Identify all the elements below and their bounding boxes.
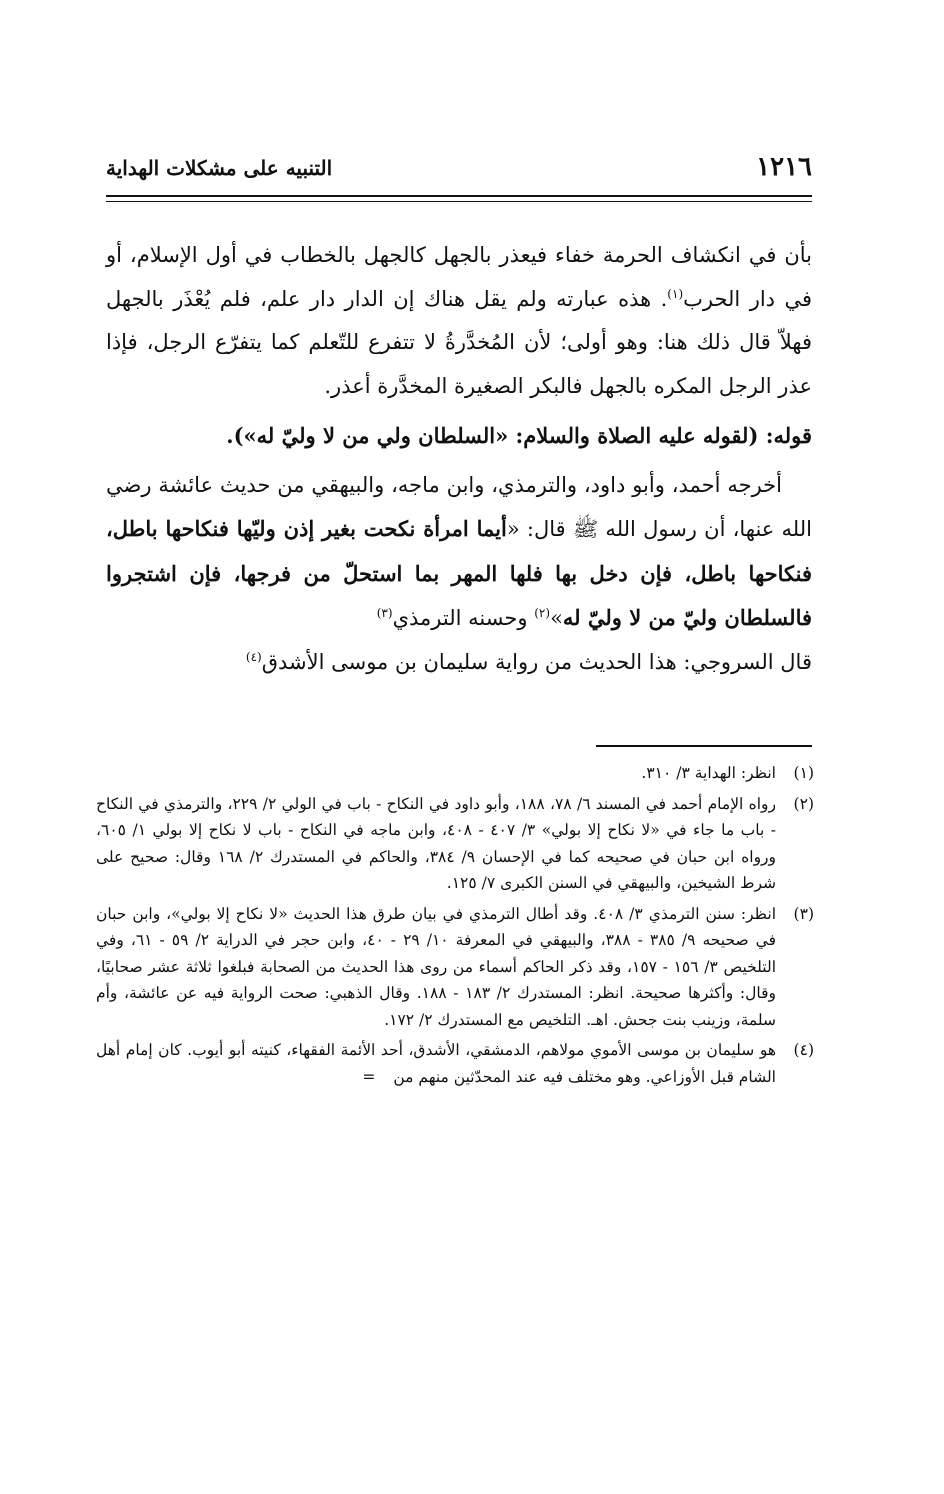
- footnote-text: رواه الإمام أحمد في المسند ٦/ ٧٨، ١٨٨، وأبو داود في النكاح - باب في الولي ٢/ ٢٢٩، والترمذي في النكاح - باب ما جاء في «لا نكاح إلا بولي» ٣/ ٤٠٧ - ٤٠٨، وابن ماجه في النكاح - باب لا نكاح إلا بولي ١/ ٦٠٥، ورواه ابن حبان في صحيحه كما في الإحسان ٩/ ٣٨٤، والحاكم في المستدرك ٢/ ١٦٨ وقال: صحيح على شرط الشيخين، والبيهقي في السنن الكبرى ٧/ ١٢٥.: [96, 794, 777, 892]
- main-text: [106, 234, 812, 684]
- footnote-text-block: [96, 1037, 776, 1090]
- paragraph-1: [106, 234, 812, 408]
- footnote-ref-4: (٤): [245, 649, 262, 664]
- paragraph-2-intro: أخرجه أحمد، وأبو داود، والترمذي، وابن ماجه، والبيهقي من حديث عائشة رضي الله عنها، أن رسول الله ﷺ قال: «: [106, 472, 812, 541]
- continuation-mark: =: [362, 1067, 376, 1086]
- footnote-3: [96, 901, 814, 1034]
- paragraph-2-mid: وحسنه الترمذي: [392, 606, 535, 630]
- footnote-ref-1: (١): [667, 286, 684, 301]
- footnote-number: (١): [793, 764, 814, 782]
- page-header: [106, 152, 812, 186]
- footnote-text: انظر: سنن الترمذي ٣/ ٤٠٨. وقد أطال الترمذي في بيان طرق هذا الحديث «لا نكاح إلا بولي»، وابن حبان في صحيحه ٩/ ٣٨٥ - ٣٨٨، والبيهقي في المعرفة ١٠/ ٢٩ - ٤٠، وابن حجر في الدراية ٢/ ٥٩ - ٦١، وفي التلخيص ٣/ ١٥٦ - ١٥٧، وقد ذكر الحاكم أسماء من روى هذا الحديث من الصحابة فبلغوا ثلاثة عشر صحابيًا، وقال: وأكثرها صحيحة. انظر: المستدرك ٢/ ١٨٣ - ١٨٨. وقال الذهبي: صحت الرواية فيه عن عائشة، وأم سلمة، وزينب بنت جحش. اهـ. التلخيص مع المستدرك ٢/ ١٧٢.: [96, 904, 777, 1029]
- paragraph-2: [106, 464, 812, 641]
- footnote-number: (٢): [793, 794, 814, 813]
- page-number: ١٢١٦: [756, 152, 812, 182]
- footnote-4: [96, 1037, 814, 1090]
- footnote-number: (٤): [793, 1041, 814, 1059]
- hadith-close-quote: »: [550, 606, 563, 630]
- header-rule-top: [106, 195, 812, 197]
- footnote-2: [96, 791, 814, 897]
- footnote-text: هو سليمان بن موسى الأموي مولاهم، الدمشقي، الأشدق، أحد الأئمة الفقهاء، كنيته أبو أيوب. كان إمام أهل الشام قبل الأوزاعي. وهو مختلف فيه عند المحدّثين منهم من: [96, 1041, 776, 1086]
- footnote-ref-3: (٣): [376, 606, 393, 620]
- running-title: التنبيه على مشكلات الهداية: [106, 156, 333, 180]
- footnote-number: (٣): [793, 904, 814, 923]
- header-rule-bottom: [106, 201, 812, 202]
- paragraph-3: [106, 641, 812, 685]
- footnote-separator: [596, 745, 812, 747]
- paragraph-1-part-2: . هذه عبارته ولم يقل هناك إن الدار دار علم، فلم يُعْذَر بالجهل فهلاّ قال ذلك هنا: وهو أولى؛ لأن المُخدَّرةُ لا تتفرع للتّعلم كما يتفرّع الرجل، فإذا عذر الرجل المكره بالجهل فالبكر الصغيرة المخدَّرة أعذر.: [106, 286, 812, 398]
- commentary-heading: قوله: (لقوله عليه الصلاة والسلام: «السلطان ولي من لا وليّ له»).: [226, 423, 812, 448]
- paragraph-1-part-1: بأن في انكشاف الحرمة خفاء فيعذر بالجهل كالجهل بالخطاب في أول الإسلام، أو في دار الحرب: [106, 243, 812, 311]
- footnotes: [96, 760, 814, 1094]
- hadith-text: أيما امرأة نكحت بغير إذن وليّها فنكاحها باطل، فنكاحها باطل، فإن دخل بها فلها المهر بما استحلّ من فرجها، فإن اشتجروا فالسلطان وليّ من لا وليّ له: [106, 516, 812, 630]
- paragraph-3-text: قال السروجي: هذا الحديث من رواية سليمان بن موسى الأشدق: [261, 649, 812, 674]
- footnote-text: انظر: الهداية ٣/ ٣١٠.: [641, 764, 776, 782]
- footnote-1: [96, 760, 814, 787]
- footnote-ref-2: (٢): [534, 606, 551, 620]
